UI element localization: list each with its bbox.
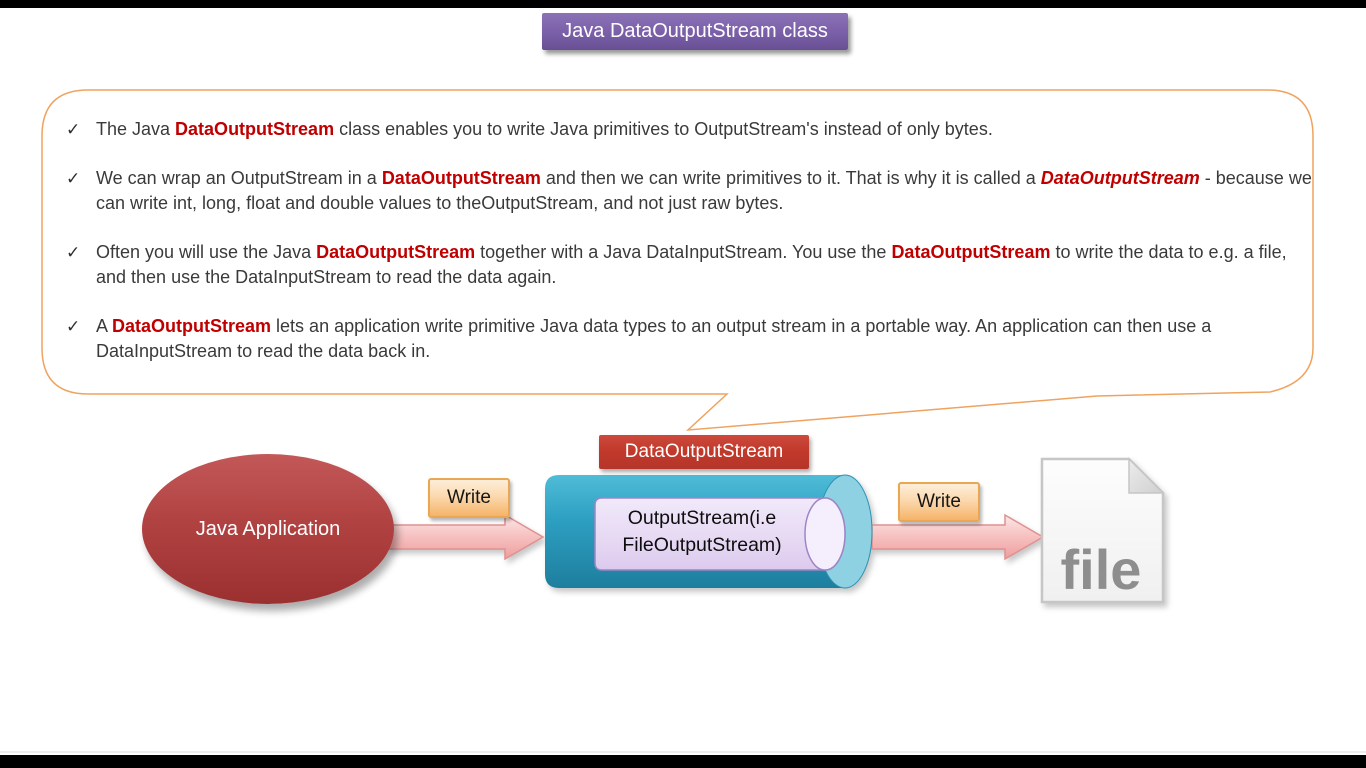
bullet-text: We can wrap an OutputStream in a DataOutputStream and then we can write primitives to it. That is why it is called a DataOutputStream - because we can write int, long, float and double values to theOutputStream, and not just raw bytes.	[96, 168, 1312, 213]
java-application-node	[142, 454, 394, 604]
write-label-left: Write	[428, 478, 510, 518]
bullet-text: A DataOutputStream lets an application write primitive Java data types to an output stream in a portable way. An application can then use a DataInputStream to read the data back in.	[96, 316, 1212, 361]
outputstream-cylinder-label: OutputStream(i.e FileOutputStream)	[622, 507, 782, 556]
checkmark-icon: ✓	[66, 243, 81, 262]
inner-cylinder-cap	[805, 498, 845, 570]
page-title: Java DataOutputStream class	[542, 13, 848, 50]
checkmark-icon: ✓	[66, 169, 81, 188]
bullet-text: Often you will use the Java DataOutputStream together with a Java DataInputStream. You use the DataOutputStream to write the data to e.g. a file, and then use the DataInputStream to read the data again.	[96, 242, 1287, 287]
bullet-text: The Java DataOutputStream class enables you to write Java primitives to OutputStream's instead of only bytes.	[96, 119, 993, 139]
file-icon-fold	[1129, 459, 1163, 493]
checkmark-icon: ✓	[66, 317, 81, 336]
java-application-label: Java Application	[195, 517, 341, 540]
write-label-right: Write	[898, 482, 980, 522]
checkmark-icon: ✓	[66, 120, 81, 139]
dataoutputstream-box: DataOutputStream	[599, 435, 809, 469]
file-label: file	[1060, 538, 1142, 601]
write-arrow-left	[388, 515, 543, 559]
